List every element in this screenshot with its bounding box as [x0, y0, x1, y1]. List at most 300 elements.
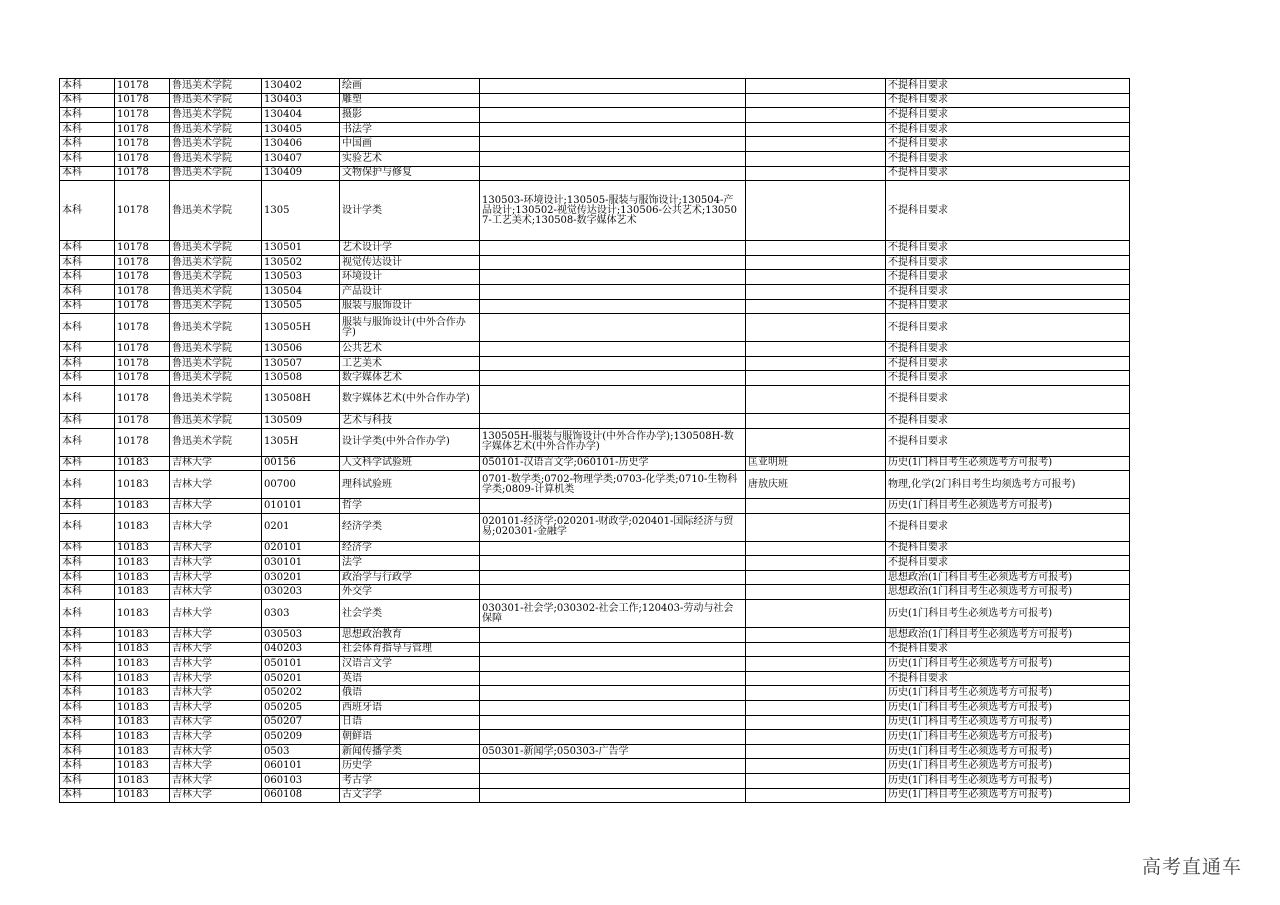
cell-school-code: 10183 — [115, 686, 170, 701]
cell-major-name: 经济学 — [340, 541, 480, 556]
cell-school-name: 鲁迅美术学院 — [170, 385, 262, 413]
table-row — [60, 428, 1130, 456]
cell-school-name: 鲁迅美术学院 — [170, 151, 262, 166]
cell-class-name — [746, 342, 886, 357]
table-row — [60, 166, 1130, 181]
cell-school-name: 鲁迅美术学院 — [170, 371, 262, 386]
cell-class-name — [746, 122, 886, 137]
cell-major-name: 环境设计 — [340, 270, 480, 285]
cell-major-code: 020101 — [262, 541, 340, 556]
table-row — [60, 314, 1130, 342]
cell-included-majors — [480, 79, 746, 94]
cell-major-code: 0201 — [262, 513, 340, 541]
cell-school-code: 10178 — [115, 166, 170, 181]
cell-school-name: 鲁迅美术学院 — [170, 108, 262, 123]
cell-level: 本科 — [60, 730, 115, 745]
table-row — [60, 642, 1130, 657]
cell-major-name: 新闻传播学类 — [340, 744, 480, 759]
cell-subject-requirement: 不提科目要求 — [886, 108, 1130, 123]
cell-school-code: 10178 — [115, 137, 170, 152]
table-row — [60, 570, 1130, 585]
cell-level: 本科 — [60, 314, 115, 342]
cell-school-code: 10178 — [115, 299, 170, 314]
cell-major-code: 00700 — [262, 471, 340, 499]
cell-school-name: 吉林大学 — [170, 456, 262, 471]
cell-included-majors: 130503-环境设计;130505-服装与服饰设计;130504-产品设计;130502-视觉传达设计;130506-公共艺术;130507-工艺美术;130508-数字媒体艺术 — [480, 181, 746, 241]
cell-subject-requirement: 不提科目要求 — [886, 671, 1130, 686]
cell-school-name: 鲁迅美术学院 — [170, 137, 262, 152]
cell-included-majors — [480, 570, 746, 585]
cell-school-name: 吉林大学 — [170, 541, 262, 556]
cell-subject-requirement: 思想政治(1门科目考生必须选考方可报考) — [886, 570, 1130, 585]
cell-class-name — [746, 284, 886, 299]
cell-included-majors — [480, 270, 746, 285]
table-row — [60, 600, 1130, 628]
cell-school-code: 10183 — [115, 642, 170, 657]
cell-class-name — [746, 299, 886, 314]
cell-included-majors — [480, 314, 746, 342]
cell-school-code: 10183 — [115, 774, 170, 789]
cell-major-name: 日语 — [340, 715, 480, 730]
cell-class-name — [746, 255, 886, 270]
cell-subject-requirement: 不提科目要求 — [886, 255, 1130, 270]
cell-class-name — [746, 556, 886, 571]
cell-included-majors: 130505H-服装与服饰设计(中外合作办学);130508H-数字媒体艺术(中外合作办学) — [480, 428, 746, 456]
cell-included-majors — [480, 255, 746, 270]
cell-class-name — [746, 759, 886, 774]
cell-subject-requirement: 不提科目要求 — [886, 428, 1130, 456]
cell-major-name: 社会学类 — [340, 600, 480, 628]
table-row — [60, 299, 1130, 314]
cell-included-majors — [480, 356, 746, 371]
table-row — [60, 657, 1130, 672]
cell-major-name: 文物保护与修复 — [340, 166, 480, 181]
cell-school-name: 鲁迅美术学院 — [170, 166, 262, 181]
cell-major-name: 数字媒体艺术(中外合作办学) — [340, 385, 480, 413]
cell-school-name: 吉林大学 — [170, 471, 262, 499]
cell-school-code: 10178 — [115, 284, 170, 299]
cell-major-name: 政治学与行政学 — [340, 570, 480, 585]
cell-included-majors: 050301-新闻学;050303-广告学 — [480, 744, 746, 759]
cell-level: 本科 — [60, 657, 115, 672]
cell-included-majors: 030301-社会学;030302-社会工作;120403-劳动与社会保障 — [480, 600, 746, 628]
cell-included-majors — [480, 108, 746, 123]
table-row — [60, 151, 1130, 166]
cell-major-code: 030201 — [262, 570, 340, 585]
cell-major-code: 130405 — [262, 122, 340, 137]
cell-level: 本科 — [60, 642, 115, 657]
table-row — [60, 730, 1130, 745]
cell-major-name: 公共艺术 — [340, 342, 480, 357]
cell-class-name — [746, 774, 886, 789]
cell-school-name: 吉林大学 — [170, 657, 262, 672]
cell-class-name — [746, 241, 886, 256]
table-row — [60, 686, 1130, 701]
table-row — [60, 774, 1130, 789]
cell-major-code: 130507 — [262, 356, 340, 371]
cell-school-name: 吉林大学 — [170, 671, 262, 686]
cell-included-majors — [480, 137, 746, 152]
table-row — [60, 628, 1130, 643]
cell-major-code: 1305 — [262, 181, 340, 241]
cell-school-code: 10178 — [115, 255, 170, 270]
cell-school-code: 10183 — [115, 499, 170, 514]
cell-subject-requirement: 历史(1门科目考生必须选考方可报考) — [886, 686, 1130, 701]
cell-school-code: 10183 — [115, 570, 170, 585]
cell-level: 本科 — [60, 541, 115, 556]
cell-level: 本科 — [60, 788, 115, 803]
cell-subject-requirement: 思想政治(1门科目考生必须选考方可报考) — [886, 585, 1130, 600]
cell-class-name — [746, 181, 886, 241]
cell-class-name — [746, 715, 886, 730]
cell-level: 本科 — [60, 137, 115, 152]
cell-level: 本科 — [60, 151, 115, 166]
table-row — [60, 181, 1130, 241]
cell-school-code: 10183 — [115, 715, 170, 730]
cell-level: 本科 — [60, 299, 115, 314]
cell-school-name: 鲁迅美术学院 — [170, 241, 262, 256]
cell-class-name — [746, 166, 886, 181]
cell-class-name — [746, 93, 886, 108]
cell-major-code: 130506 — [262, 342, 340, 357]
cell-major-name: 服装与服饰设计(中外合作办学) — [340, 314, 480, 342]
cell-class-name — [746, 657, 886, 672]
cell-school-name: 吉林大学 — [170, 513, 262, 541]
table-row — [60, 456, 1130, 471]
cell-subject-requirement: 不提科目要求 — [886, 513, 1130, 541]
cell-included-majors — [480, 759, 746, 774]
cell-subject-requirement: 历史(1门科目考生必须选考方可报考) — [886, 788, 1130, 803]
cell-school-name: 鲁迅美术学院 — [170, 255, 262, 270]
cell-major-code: 050205 — [262, 701, 340, 716]
cell-subject-requirement: 历史(1门科目考生必须选考方可报考) — [886, 730, 1130, 745]
cell-school-name: 吉林大学 — [170, 701, 262, 716]
cell-school-name: 吉林大学 — [170, 686, 262, 701]
cell-major-code: 040203 — [262, 642, 340, 657]
cell-major-name: 视觉传达设计 — [340, 255, 480, 270]
cell-subject-requirement: 不提科目要求 — [886, 122, 1130, 137]
table-row — [60, 270, 1130, 285]
cell-included-majors — [480, 413, 746, 428]
cell-included-majors — [480, 671, 746, 686]
cell-subject-requirement: 不提科目要求 — [886, 166, 1130, 181]
cell-class-name — [746, 108, 886, 123]
cell-major-code: 030203 — [262, 585, 340, 600]
cell-school-code: 10183 — [115, 628, 170, 643]
cell-class-name — [746, 585, 886, 600]
cell-major-name: 理科试验班 — [340, 471, 480, 499]
cell-subject-requirement: 不提科目要求 — [886, 137, 1130, 152]
cell-major-name: 西班牙语 — [340, 701, 480, 716]
cell-level: 本科 — [60, 585, 115, 600]
cell-included-majors — [480, 541, 746, 556]
cell-major-name: 书法学 — [340, 122, 480, 137]
cell-included-majors — [480, 774, 746, 789]
cell-school-code: 10183 — [115, 456, 170, 471]
cell-subject-requirement: 历史(1门科目考生必须选考方可报考) — [886, 657, 1130, 672]
cell-school-code: 10178 — [115, 151, 170, 166]
table-row — [60, 744, 1130, 759]
cell-included-majors — [480, 299, 746, 314]
cell-class-name — [746, 730, 886, 745]
cell-major-name: 设计学类 — [340, 181, 480, 241]
cell-level: 本科 — [60, 471, 115, 499]
cell-subject-requirement: 历史(1门科目考生必须选考方可报考) — [886, 774, 1130, 789]
cell-class-name — [746, 413, 886, 428]
cell-school-name: 鲁迅美术学院 — [170, 181, 262, 241]
table-row — [60, 513, 1130, 541]
cell-major-name: 服装与服饰设计 — [340, 299, 480, 314]
cell-level: 本科 — [60, 759, 115, 774]
cell-school-name: 鲁迅美术学院 — [170, 284, 262, 299]
table-row — [60, 93, 1130, 108]
table-row — [60, 471, 1130, 499]
cell-class-name — [746, 79, 886, 94]
cell-major-code: 0303 — [262, 600, 340, 628]
cell-class-name — [746, 513, 886, 541]
cell-class-name — [746, 385, 886, 413]
cell-school-name: 鲁迅美术学院 — [170, 342, 262, 357]
cell-major-code: 00156 — [262, 456, 340, 471]
cell-major-code: 130501 — [262, 241, 340, 256]
cell-included-majors — [480, 342, 746, 357]
cell-major-name: 思想政治教育 — [340, 628, 480, 643]
cell-included-majors — [480, 730, 746, 745]
cell-major-name: 英语 — [340, 671, 480, 686]
cell-major-code: 130508 — [262, 371, 340, 386]
cell-included-majors — [480, 499, 746, 514]
cell-included-majors — [480, 93, 746, 108]
cell-school-name: 鲁迅美术学院 — [170, 93, 262, 108]
table-row — [60, 356, 1130, 371]
cell-major-code: 130407 — [262, 151, 340, 166]
table-row — [60, 585, 1130, 600]
cell-subject-requirement: 思想政治(1门科目考生必须选考方可报考) — [886, 628, 1130, 643]
cell-major-code: 050101 — [262, 657, 340, 672]
watermark-text: 高考直通车 — [1142, 856, 1243, 878]
cell-class-name — [746, 788, 886, 803]
cell-level: 本科 — [60, 456, 115, 471]
cell-class-name — [746, 541, 886, 556]
cell-major-name: 中国画 — [340, 137, 480, 152]
cell-level: 本科 — [60, 570, 115, 585]
cell-school-code: 10183 — [115, 671, 170, 686]
cell-level: 本科 — [60, 686, 115, 701]
cell-major-code: 060103 — [262, 774, 340, 789]
cell-school-code: 10178 — [115, 413, 170, 428]
cell-major-code: 0503 — [262, 744, 340, 759]
table-row — [60, 556, 1130, 571]
cell-subject-requirement: 历史(1门科目考生必须选考方可报考) — [886, 499, 1130, 514]
table-row — [60, 715, 1130, 730]
cell-school-code: 10183 — [115, 585, 170, 600]
cell-school-code: 10178 — [115, 270, 170, 285]
cell-subject-requirement: 不提科目要求 — [886, 299, 1130, 314]
cell-major-name: 朝鲜语 — [340, 730, 480, 745]
cell-level: 本科 — [60, 513, 115, 541]
cell-school-name: 吉林大学 — [170, 759, 262, 774]
cell-class-name — [746, 600, 886, 628]
cell-major-name: 哲学 — [340, 499, 480, 514]
cell-class-name — [746, 151, 886, 166]
cell-level: 本科 — [60, 428, 115, 456]
cell-subject-requirement: 历史(1门科目考生必须选考方可报考) — [886, 715, 1130, 730]
cell-major-code: 050202 — [262, 686, 340, 701]
cell-included-majors: 050101-汉语言文学;060101-历史学 — [480, 456, 746, 471]
cell-major-code: 1305H — [262, 428, 340, 456]
cell-school-code: 10183 — [115, 788, 170, 803]
table-row — [60, 241, 1130, 256]
cell-class-name — [746, 686, 886, 701]
cell-included-majors — [480, 788, 746, 803]
cell-major-code: 130504 — [262, 284, 340, 299]
cell-level: 本科 — [60, 600, 115, 628]
cell-major-name: 工艺美术 — [340, 356, 480, 371]
cell-school-name: 吉林大学 — [170, 715, 262, 730]
cell-school-name: 鲁迅美术学院 — [170, 270, 262, 285]
table-row — [60, 385, 1130, 413]
cell-school-code: 10178 — [115, 241, 170, 256]
cell-subject-requirement: 历史(1门科目考生必须选考方可报考) — [886, 744, 1130, 759]
cell-school-code: 10178 — [115, 181, 170, 241]
cell-major-code: 050209 — [262, 730, 340, 745]
cell-school-name: 鲁迅美术学院 — [170, 299, 262, 314]
cell-subject-requirement: 不提科目要求 — [886, 356, 1130, 371]
cell-subject-requirement: 不提科目要求 — [886, 371, 1130, 386]
cell-school-code: 10183 — [115, 556, 170, 571]
cell-major-name: 社会体育指导与管理 — [340, 642, 480, 657]
cell-major-code: 130509 — [262, 413, 340, 428]
cell-major-code: 130505H — [262, 314, 340, 342]
cell-level: 本科 — [60, 241, 115, 256]
cell-level: 本科 — [60, 284, 115, 299]
table-row — [60, 759, 1130, 774]
cell-school-name: 吉林大学 — [170, 642, 262, 657]
cell-school-name: 吉林大学 — [170, 774, 262, 789]
cell-subject-requirement: 不提科目要求 — [886, 284, 1130, 299]
cell-major-code: 130505 — [262, 299, 340, 314]
cell-subject-requirement: 不提科目要求 — [886, 413, 1130, 428]
cell-school-code: 10178 — [115, 93, 170, 108]
table-row — [60, 255, 1130, 270]
cell-school-name: 吉林大学 — [170, 788, 262, 803]
cell-level: 本科 — [60, 166, 115, 181]
cell-class-name — [746, 628, 886, 643]
cell-level: 本科 — [60, 122, 115, 137]
table-body — [60, 79, 1130, 803]
cell-school-code: 10178 — [115, 122, 170, 137]
cell-school-code: 10178 — [115, 108, 170, 123]
cell-subject-requirement: 历史(1门科目考生必须选考方可报考) — [886, 600, 1130, 628]
cell-level: 本科 — [60, 628, 115, 643]
cell-subject-requirement: 不提科目要求 — [886, 79, 1130, 94]
cell-major-name: 法学 — [340, 556, 480, 571]
table-row — [60, 342, 1130, 357]
cell-school-name: 吉林大学 — [170, 570, 262, 585]
cell-included-majors — [480, 284, 746, 299]
cell-school-name: 鲁迅美术学院 — [170, 428, 262, 456]
cell-school-code: 10178 — [115, 356, 170, 371]
cell-level: 本科 — [60, 385, 115, 413]
cell-subject-requirement: 不提科目要求 — [886, 556, 1130, 571]
cell-school-code: 10183 — [115, 701, 170, 716]
cell-included-majors — [480, 385, 746, 413]
cell-class-name — [746, 701, 886, 716]
cell-level: 本科 — [60, 774, 115, 789]
cell-included-majors — [480, 371, 746, 386]
cell-subject-requirement: 不提科目要求 — [886, 541, 1130, 556]
cell-major-code: 010101 — [262, 499, 340, 514]
cell-included-majors — [480, 151, 746, 166]
cell-included-majors — [480, 556, 746, 571]
cell-major-name: 数字媒体艺术 — [340, 371, 480, 386]
cell-subject-requirement: 不提科目要求 — [886, 385, 1130, 413]
cell-school-name: 吉林大学 — [170, 499, 262, 514]
cell-included-majors: 020101-经济学;020201-财政学;020401-国际经济与贸易;020301-金融学 — [480, 513, 746, 541]
table-row — [60, 79, 1130, 94]
cell-subject-requirement: 不提科目要求 — [886, 151, 1130, 166]
table-row — [60, 788, 1130, 803]
cell-level: 本科 — [60, 108, 115, 123]
cell-class-name — [746, 642, 886, 657]
cell-major-code: 130402 — [262, 79, 340, 94]
cell-subject-requirement: 物理,化学(2门科目考生均须选考方可报考) — [886, 471, 1130, 499]
cell-class-name — [746, 270, 886, 285]
cell-major-name: 人文科学试验班 — [340, 456, 480, 471]
cell-included-majors — [480, 715, 746, 730]
cell-subject-requirement: 不提科目要求 — [886, 342, 1130, 357]
cell-level: 本科 — [60, 270, 115, 285]
cell-major-name: 实验艺术 — [340, 151, 480, 166]
cell-level: 本科 — [60, 701, 115, 716]
cell-school-code: 10178 — [115, 79, 170, 94]
cell-class-name — [746, 137, 886, 152]
cell-school-code: 10183 — [115, 759, 170, 774]
cell-level: 本科 — [60, 499, 115, 514]
cell-level: 本科 — [60, 556, 115, 571]
cell-class-name — [746, 371, 886, 386]
cell-major-code: 130406 — [262, 137, 340, 152]
cell-school-code: 10183 — [115, 513, 170, 541]
cell-major-name: 俄语 — [340, 686, 480, 701]
cell-included-majors — [480, 122, 746, 137]
cell-major-name: 艺术与科技 — [340, 413, 480, 428]
cell-subject-requirement: 不提科目要求 — [886, 181, 1130, 241]
cell-school-name: 吉林大学 — [170, 744, 262, 759]
cell-subject-requirement: 历史(1门科目考生必须选考方可报考) — [886, 456, 1130, 471]
cell-level: 本科 — [60, 93, 115, 108]
cell-class-name — [746, 499, 886, 514]
cell-included-majors: 0701-数学类;0702-物理学类;0703-化学类;0710-生物科学类;0809-计算机类 — [480, 471, 746, 499]
cell-class-name: 唐敖庆班 — [746, 471, 886, 499]
cell-school-name: 鲁迅美术学院 — [170, 122, 262, 137]
cell-class-name: 匡亚明班 — [746, 456, 886, 471]
cell-level: 本科 — [60, 744, 115, 759]
cell-school-name: 鲁迅美术学院 — [170, 356, 262, 371]
cell-included-majors — [480, 241, 746, 256]
cell-major-code: 060108 — [262, 788, 340, 803]
cell-included-majors — [480, 628, 746, 643]
cell-major-code: 050207 — [262, 715, 340, 730]
cell-major-name: 考古学 — [340, 774, 480, 789]
cell-subject-requirement: 不提科目要求 — [886, 93, 1130, 108]
cell-class-name — [746, 570, 886, 585]
table-row — [60, 499, 1130, 514]
cell-school-code: 10178 — [115, 385, 170, 413]
admission-requirements-table — [59, 78, 1130, 803]
cell-school-code: 10183 — [115, 471, 170, 499]
cell-school-code: 10183 — [115, 730, 170, 745]
